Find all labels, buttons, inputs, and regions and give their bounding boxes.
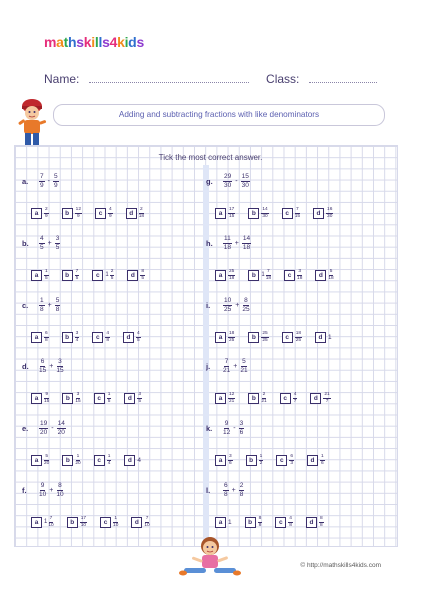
class-label: Class: xyxy=(266,72,300,86)
fraction: $\frac{12}{9}$ xyxy=(75,207,82,219)
answer-value xyxy=(261,331,268,343)
question-item xyxy=(22,420,202,486)
answer-checkbox[interactable]: c xyxy=(276,455,287,466)
answer-option[interactable] xyxy=(100,516,118,528)
answer-checkbox[interactable]: b xyxy=(245,517,256,528)
answer-option[interactable] xyxy=(62,269,80,281)
answer-option[interactable] xyxy=(282,331,302,343)
question-item xyxy=(22,358,202,424)
answer-checkbox[interactable]: b xyxy=(62,393,73,404)
answer-value xyxy=(228,269,235,281)
answer-value xyxy=(44,269,49,281)
answer-checkbox[interactable]: d xyxy=(124,393,135,404)
answer-value xyxy=(295,207,300,219)
answer-option[interactable] xyxy=(215,392,235,404)
answer-value xyxy=(323,392,330,404)
fraction: $\frac{8}{25}$ xyxy=(242,297,250,313)
answer-options xyxy=(215,516,337,528)
answer-checkbox[interactable]: d xyxy=(124,455,135,466)
answer-option[interactable] xyxy=(124,454,141,466)
answer-checkbox[interactable]: a xyxy=(215,455,226,466)
answer-option[interactable] xyxy=(313,207,333,219)
answer-value xyxy=(105,331,110,343)
answer-value xyxy=(144,516,149,528)
fraction: $\frac{6}{8}$ xyxy=(45,331,48,343)
fraction: $\frac{2}{9}$ xyxy=(45,207,48,219)
fraction: $\frac{21}{7}$ xyxy=(324,392,330,404)
answer-option[interactable] xyxy=(31,207,49,219)
answer-value xyxy=(107,392,112,404)
name-line[interactable] xyxy=(89,72,249,83)
answer-option[interactable] xyxy=(92,331,110,343)
answer-value xyxy=(108,207,113,219)
question-letter: d. xyxy=(22,362,29,371)
answer-checkbox[interactable]: d xyxy=(315,270,326,281)
answer-checkbox[interactable]: c xyxy=(92,270,103,281)
fraction: $\frac{3}{6}$ xyxy=(239,420,244,436)
question-letter: f. xyxy=(22,486,27,495)
fraction: $\frac{6}{3}$ xyxy=(290,454,294,466)
answer-checkbox[interactable]: a xyxy=(215,270,226,281)
fraction: $\frac{16}{30}$ xyxy=(327,207,333,219)
question-item xyxy=(22,173,202,239)
answer-checkbox[interactable]: d xyxy=(313,208,324,219)
answer-checkbox[interactable]: b xyxy=(62,332,73,343)
answer-checkbox[interactable]: b xyxy=(248,208,259,219)
answer-value xyxy=(75,392,80,404)
operator: - xyxy=(51,424,54,432)
question-letter: e. xyxy=(22,424,29,433)
answer-checkbox[interactable]: d xyxy=(306,517,317,528)
question-expression xyxy=(223,482,244,498)
answer-option[interactable] xyxy=(124,392,142,404)
instruction-text: Tick the most correct answer. xyxy=(158,153,263,162)
answer-option[interactable] xyxy=(248,269,271,281)
answer-value xyxy=(139,207,144,219)
answer-value xyxy=(75,269,80,281)
answer-value xyxy=(75,207,82,219)
answer-value: 1 $\frac{7}{18}$ xyxy=(261,269,272,281)
fraction: $\frac{10}{25}$ xyxy=(224,297,232,313)
question-item xyxy=(206,173,386,239)
answer-options xyxy=(31,516,163,528)
question-item xyxy=(206,420,386,486)
answer-checkbox[interactable]: c xyxy=(275,517,286,528)
question-letter: b. xyxy=(22,239,29,248)
fraction: $\frac{19}{20}$ xyxy=(40,420,48,436)
site-logo: mathskills4kids xyxy=(44,34,144,50)
answer-option[interactable] xyxy=(284,269,302,281)
answer-options xyxy=(31,392,155,404)
answer-checkbox[interactable]: c xyxy=(280,393,291,404)
answer-value xyxy=(288,516,293,528)
name-class-row xyxy=(44,72,377,86)
answer-checkbox[interactable]: d xyxy=(126,208,137,219)
fraction: $\frac{4}{8}$ xyxy=(106,331,110,343)
answer-options xyxy=(31,454,154,466)
fraction: $\frac{17}{15}$ xyxy=(229,207,235,219)
class-line[interactable] xyxy=(309,72,377,83)
question-letter: k. xyxy=(206,424,213,433)
answer-value xyxy=(136,331,141,343)
question-expression xyxy=(223,358,248,374)
fraction: $\frac{6}{8}$ xyxy=(224,482,228,498)
answer-checkbox[interactable]: a xyxy=(215,208,226,219)
answer-option[interactable] xyxy=(31,516,54,528)
fraction: $\frac{14}{18}$ xyxy=(242,235,251,251)
answer-options xyxy=(215,207,346,219)
question-item xyxy=(22,235,202,301)
answer-options xyxy=(31,331,154,343)
answer-checkbox[interactable]: d xyxy=(127,270,138,281)
fraction: $\frac{1}{8}$ xyxy=(40,297,44,313)
answer-option[interactable] xyxy=(31,392,49,404)
fraction: $\frac{18}{25}$ xyxy=(229,331,235,343)
fraction: $\frac{3}{5}$ xyxy=(138,392,142,404)
fraction: $\frac{5}{20}$ xyxy=(44,454,50,466)
question-letter: j. xyxy=(206,362,211,371)
answer-value xyxy=(113,516,118,528)
answer-value xyxy=(320,454,325,466)
answer-checkbox[interactable]: c xyxy=(282,332,293,343)
fraction: $\frac{2}{8}$ xyxy=(239,482,244,498)
answer-checkbox[interactable]: c xyxy=(284,270,295,281)
fraction: $\frac{18}{25}$ xyxy=(295,331,302,343)
operator: + xyxy=(235,301,240,309)
answer-value xyxy=(326,207,333,219)
fraction: $\frac{3}{15}$ xyxy=(75,392,81,404)
fraction: $\frac{12}{21}$ xyxy=(229,392,235,404)
answer-option[interactable] xyxy=(276,454,294,466)
answer-value xyxy=(44,207,49,219)
answer-option[interactable] xyxy=(31,454,49,466)
answer-checkbox[interactable]: c xyxy=(282,208,293,219)
question-letter: a. xyxy=(22,177,29,186)
answer-option[interactable] xyxy=(307,454,325,466)
answer-value xyxy=(75,331,80,343)
answer-checkbox[interactable]: d xyxy=(315,332,326,343)
fraction: $\frac{9}{15}$ xyxy=(44,392,50,404)
answer-option[interactable] xyxy=(246,454,264,466)
answer-option[interactable] xyxy=(248,331,268,343)
fraction: $\frac{6}{15}$ xyxy=(39,358,47,374)
answer-checkbox[interactable]: d xyxy=(123,332,134,343)
answer-checkbox[interactable]: b xyxy=(67,517,78,528)
answer-checkbox[interactable]: a xyxy=(215,332,226,343)
answer-option[interactable] xyxy=(248,207,268,219)
fraction: $\frac{5}{18}$ xyxy=(328,269,334,281)
fraction: $\frac{1}{5}$ xyxy=(107,392,111,404)
answer-option[interactable] xyxy=(315,331,332,343)
answer-checkbox[interactable]: d xyxy=(310,393,321,404)
answer-checkbox[interactable]: b xyxy=(62,455,73,466)
answer-checkbox[interactable]: b xyxy=(62,270,73,281)
question-letter: l. xyxy=(206,486,211,495)
fraction: $\frac{9}{10}$ xyxy=(39,482,47,498)
operator: + xyxy=(234,239,239,247)
answer-option[interactable] xyxy=(94,454,112,466)
answer-value xyxy=(293,392,298,404)
answer-option[interactable] xyxy=(215,454,233,466)
fraction: $\frac{2}{18}$ xyxy=(138,207,145,219)
footer-url: © http://mathskills4kids.com xyxy=(300,562,381,569)
answer-options xyxy=(31,269,158,281)
answer-value xyxy=(228,392,235,404)
fraction: $\frac{4}{5}$ xyxy=(137,331,140,343)
fraction: $\frac{4}{7}$ xyxy=(293,392,297,404)
fraction: $\frac{1}{4}$ xyxy=(107,454,111,466)
answer-checkbox[interactable]: c xyxy=(95,208,106,219)
fraction: $\frac{7}{10}$ xyxy=(144,516,150,528)
answer-option[interactable] xyxy=(280,392,298,404)
answer-value xyxy=(80,516,87,528)
answer-option[interactable] xyxy=(215,331,235,343)
answer-value xyxy=(261,207,268,219)
question-item xyxy=(22,297,202,363)
answer-checkbox[interactable]: a xyxy=(215,517,226,528)
operator: + xyxy=(49,486,54,494)
question-expression xyxy=(39,358,64,374)
answer-value: 1 $\frac{7}{10}$ xyxy=(44,516,54,528)
fraction: $\frac{1}{5}$ xyxy=(45,269,48,281)
answer-value xyxy=(44,392,49,404)
fraction: $\frac{14}{20}$ xyxy=(57,420,65,436)
answer-options xyxy=(215,331,345,343)
answer-value xyxy=(44,331,49,343)
fraction: $\frac{1}{10}$ xyxy=(113,516,119,528)
answer-value xyxy=(259,454,264,466)
fraction: $\frac{17}{10}$ xyxy=(80,516,87,528)
answer-option[interactable] xyxy=(94,392,112,404)
question-letter: g. xyxy=(206,177,213,186)
answer-option[interactable] xyxy=(123,331,141,343)
answer-option[interactable] xyxy=(306,516,324,528)
question-letter: c. xyxy=(22,301,29,310)
answer-option[interactable] xyxy=(245,516,263,528)
fraction: $\frac{25}{18}$ xyxy=(229,269,235,281)
question-letter: h. xyxy=(206,239,213,248)
question-item xyxy=(206,297,386,363)
answer-value: 4 xyxy=(137,456,141,464)
answer-option[interactable] xyxy=(215,207,235,219)
answer-checkbox[interactable]: c xyxy=(92,332,103,343)
answer-value xyxy=(107,454,112,466)
answer-option[interactable] xyxy=(215,269,235,281)
question-expression xyxy=(223,173,250,189)
fraction: $\frac{5}{9}$ xyxy=(53,173,58,189)
operator: - xyxy=(235,177,238,185)
fraction: $\frac{2}{21}$ xyxy=(261,392,267,404)
fraction: $\frac{7}{18}$ xyxy=(265,269,272,281)
answer-value: 1 xyxy=(228,518,232,526)
operator: + xyxy=(233,362,238,370)
answer-options xyxy=(215,269,347,281)
fraction: $\frac{25}{25}$ xyxy=(262,331,268,343)
fraction: $\frac{11}{18}$ xyxy=(223,235,231,251)
fraction: $\frac{8}{10}$ xyxy=(56,482,64,498)
fraction: $\frac{7}{9}$ xyxy=(40,173,44,189)
question-expression xyxy=(39,297,60,313)
answer-option[interactable] xyxy=(62,207,82,219)
answer-checkbox[interactable]: c xyxy=(94,455,105,466)
operator: + xyxy=(47,301,52,309)
answer-options xyxy=(31,207,157,219)
answer-value xyxy=(261,392,266,404)
answer-value xyxy=(258,516,263,528)
answer-option[interactable] xyxy=(248,392,266,404)
answer-value xyxy=(137,392,142,404)
fraction: $\frac{15}{30}$ xyxy=(241,173,249,189)
fraction: $\frac{3}{6}$ xyxy=(229,454,232,466)
answer-option[interactable] xyxy=(92,269,114,281)
fraction: $\frac{1}{6}$ xyxy=(321,454,324,466)
answer-value xyxy=(297,269,302,281)
answer-value: 1 $\frac{2}{5}$ xyxy=(105,269,114,281)
question-expression xyxy=(39,173,59,189)
operator: + xyxy=(231,486,236,494)
fraction: $\frac{8}{8}$ xyxy=(319,516,323,528)
fraction: $\frac{1}{20}$ xyxy=(75,454,81,466)
answer-value: 1 xyxy=(328,333,332,341)
answer-option[interactable] xyxy=(315,269,333,281)
answer-value xyxy=(295,331,302,343)
operator: - xyxy=(233,424,236,432)
fraction: $\frac{1}{2}$ xyxy=(259,454,263,466)
fraction: $\frac{5}{8}$ xyxy=(55,297,60,313)
answer-value xyxy=(228,454,233,466)
answer-checkbox[interactable]: a xyxy=(31,455,42,466)
answer-option[interactable] xyxy=(282,207,300,219)
answer-checkbox[interactable]: b xyxy=(62,208,73,219)
question-expression xyxy=(223,420,244,436)
answer-option[interactable] xyxy=(31,269,49,281)
fraction: $\frac{9}{12}$ xyxy=(223,420,231,436)
answer-checkbox[interactable]: b xyxy=(248,393,259,404)
question-item xyxy=(206,235,386,301)
answer-option[interactable] xyxy=(215,516,232,528)
answer-checkbox[interactable]: d xyxy=(307,455,318,466)
answer-checkbox[interactable]: a xyxy=(31,393,42,404)
answer-option[interactable] xyxy=(310,392,330,404)
fraction: $\frac{4}{8}$ xyxy=(289,516,292,528)
fraction: $\frac{3}{5}$ xyxy=(55,235,60,251)
answer-option[interactable] xyxy=(126,207,144,219)
worksheet-title: Adding and subtracting fractions with like denominators xyxy=(53,104,385,126)
answer-checkbox[interactable]: b xyxy=(248,270,259,281)
girl-mascot-illustration xyxy=(178,536,242,582)
question-expression xyxy=(39,482,64,498)
answer-value xyxy=(228,207,235,219)
answer-value xyxy=(75,454,80,466)
answer-option[interactable] xyxy=(131,516,149,528)
operator: - xyxy=(47,177,50,185)
fraction: $\frac{7}{15}$ xyxy=(294,207,301,219)
answer-value xyxy=(319,516,324,528)
fraction: $\frac{4}{5}$ xyxy=(40,235,44,251)
answer-checkbox[interactable]: a xyxy=(31,517,42,528)
answer-checkbox[interactable]: a xyxy=(31,270,42,281)
question-expression xyxy=(39,420,66,436)
fraction: $\frac{29}{30}$ xyxy=(224,173,232,189)
fraction: $\frac{3}{4}$ xyxy=(75,331,79,343)
question-letter: i. xyxy=(206,301,211,310)
question-expression xyxy=(223,297,250,313)
fraction: $\frac{8}{5}$ xyxy=(141,269,145,281)
operator: + xyxy=(47,239,52,247)
question-item xyxy=(206,358,386,424)
answer-option[interactable] xyxy=(62,392,80,404)
answer-checkbox[interactable]: a xyxy=(31,332,42,343)
fraction: $\frac{2}{5}$ xyxy=(110,269,114,281)
answer-option[interactable] xyxy=(67,516,87,528)
fraction: $\frac{8}{8}$ xyxy=(258,516,262,528)
answer-option[interactable] xyxy=(127,269,145,281)
fraction: $\frac{5}{21}$ xyxy=(240,358,248,374)
fraction: $\frac{3}{18}$ xyxy=(297,269,303,281)
answer-option[interactable] xyxy=(31,331,49,343)
fraction: $\frac{7}{10}$ xyxy=(48,516,54,528)
fraction: $\frac{14}{30}$ xyxy=(262,207,268,219)
answer-checkbox[interactable]: a xyxy=(215,393,226,404)
answer-checkbox[interactable]: c xyxy=(94,393,105,404)
fraction: $\frac{3}{15}$ xyxy=(56,358,64,374)
name-label: Name: xyxy=(44,72,80,86)
answer-option[interactable] xyxy=(62,454,80,466)
answer-checkbox[interactable]: b xyxy=(248,332,259,343)
answer-options xyxy=(215,392,344,404)
fraction: $\frac{7}{21}$ xyxy=(223,358,231,374)
answer-options xyxy=(215,454,338,466)
answer-option[interactable] xyxy=(95,207,113,219)
answer-value xyxy=(328,269,333,281)
answer-checkbox[interactable]: a xyxy=(31,208,42,219)
answer-checkbox[interactable]: b xyxy=(246,455,257,466)
answer-option[interactable] xyxy=(62,331,80,343)
answer-value xyxy=(289,454,294,466)
fraction: $\frac{7}{5}$ xyxy=(75,269,79,281)
answer-checkbox[interactable]: d xyxy=(131,517,142,528)
question-expression xyxy=(223,235,251,251)
fraction: $\frac{4}{9}$ xyxy=(109,207,112,219)
answer-value xyxy=(228,331,235,343)
operator: + xyxy=(49,362,54,370)
answer-value xyxy=(44,454,49,466)
answer-value xyxy=(140,269,145,281)
answer-option[interactable] xyxy=(275,516,293,528)
question-item xyxy=(22,482,202,548)
answer-checkbox[interactable]: c xyxy=(100,517,111,528)
question-expression xyxy=(39,235,60,251)
